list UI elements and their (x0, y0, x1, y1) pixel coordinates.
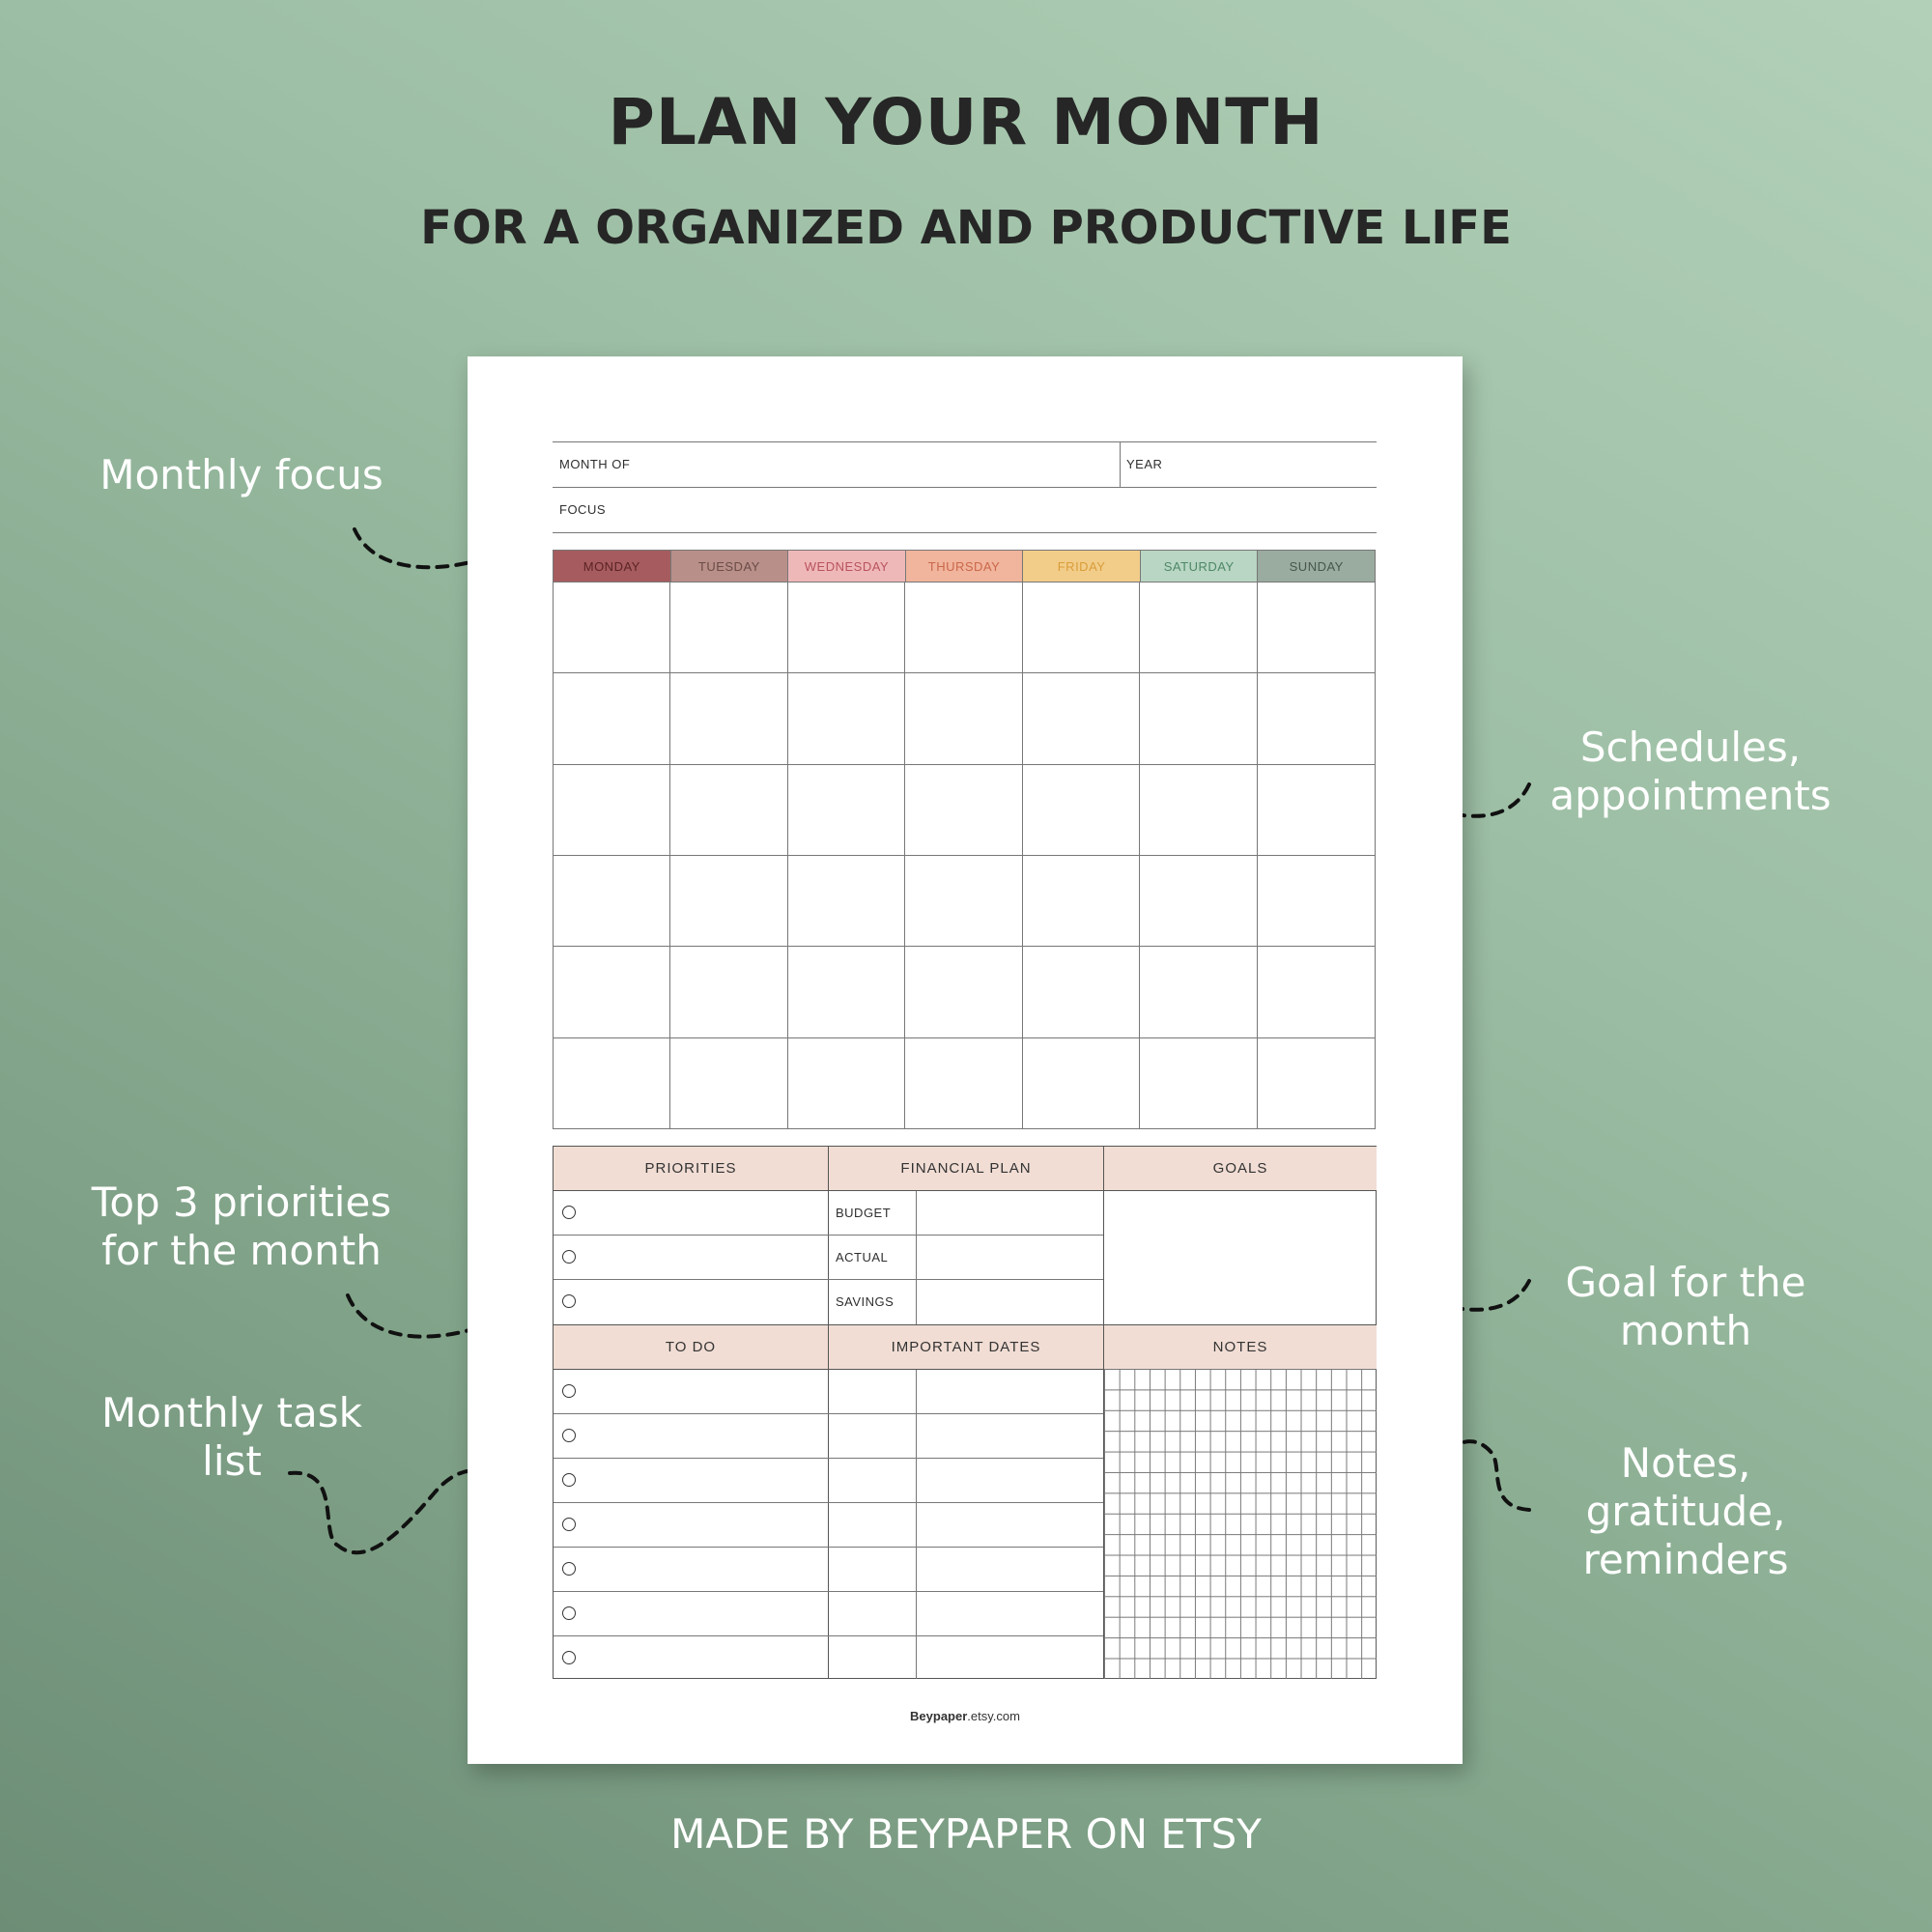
weekday-monday: MONDAY (554, 551, 671, 582)
checkbox-circle[interactable] (562, 1384, 576, 1398)
weekday-saturday: SATURDAY (1141, 551, 1259, 582)
weekday-tuesday: TUESDAY (671, 551, 789, 582)
goals-header: GOALS (1104, 1147, 1377, 1190)
calendar-day-cell[interactable] (1258, 765, 1375, 856)
calendar-day-cell[interactable] (1140, 673, 1257, 764)
planner-page (468, 356, 1463, 1764)
calendar-day-cell[interactable] (905, 856, 1022, 947)
calendar-day-cell[interactable] (788, 947, 905, 1037)
divider (553, 487, 1377, 488)
financial-plan-header: FINANCIAL PLAN (829, 1147, 1103, 1190)
calendar-day-cell[interactable] (554, 673, 670, 764)
calendar-day-cell[interactable] (554, 582, 670, 673)
page-title: PLAN YOUR MONTH (608, 85, 1324, 159)
calendar-day-cell[interactable] (670, 673, 787, 764)
calendar-day-cell[interactable] (1140, 856, 1257, 947)
divider (554, 1591, 1103, 1592)
calendar-day-cell[interactable] (1023, 582, 1140, 673)
divider (554, 1279, 1103, 1280)
priorities-header: PRIORITIES (554, 1147, 828, 1190)
divider (554, 1324, 1377, 1325)
calendar-day-cell[interactable] (1140, 582, 1257, 673)
calendar-day-cell[interactable] (670, 856, 787, 947)
calendar-day-cell[interactable] (1258, 947, 1375, 1037)
calendar-day-cell[interactable] (1023, 673, 1140, 764)
divider (916, 1190, 917, 1324)
calendar-day-cell[interactable] (1258, 582, 1375, 673)
divider (554, 1190, 1377, 1191)
calendar-day-cell[interactable] (788, 856, 905, 947)
callout-monthly-focus (97, 451, 386, 499)
checkbox-circle[interactable] (562, 1294, 576, 1308)
calendar-day-cell[interactable] (1258, 856, 1375, 947)
calendar-day-cell[interactable] (1023, 765, 1140, 856)
calendar-day-cell[interactable] (1023, 856, 1140, 947)
callout-text: Notes, (1620, 1439, 1751, 1487)
calendar-day-cell[interactable] (670, 947, 787, 1037)
calendar-day-cell[interactable] (670, 765, 787, 856)
calendar-day-cell[interactable] (1023, 1038, 1140, 1129)
checkbox-circle[interactable] (562, 1562, 576, 1576)
footer-credit: MADE BY BEYPAPER ON ETSY (670, 1810, 1262, 1858)
divider (553, 441, 1377, 442)
calendar-day-cell[interactable] (554, 1038, 670, 1129)
todo-header: TO DO (554, 1325, 828, 1369)
notes-grid (1104, 1369, 1377, 1679)
focus-label: FOCUS (559, 502, 606, 517)
weekday-friday: FRIDAY (1023, 551, 1141, 582)
calendar-day-cell[interactable] (905, 673, 1022, 764)
weekday-sunday: SUNDAY (1258, 551, 1375, 582)
checkbox-circle[interactable] (562, 1473, 576, 1487)
monthly-calendar (553, 550, 1376, 1129)
callout-text: for the month (101, 1227, 382, 1274)
calendar-day-cell[interactable] (554, 947, 670, 1037)
callout-text: Top 3 priorities (91, 1179, 392, 1226)
checkbox-circle[interactable] (562, 1250, 576, 1264)
calendar-day-cell[interactable] (905, 1038, 1022, 1129)
calendar-day-cell[interactable] (905, 582, 1022, 673)
divider (1120, 441, 1121, 487)
divider (554, 1547, 1103, 1548)
callout-text: gratitude, (1585, 1488, 1786, 1535)
important-dates-header: IMPORTANT DATES (829, 1325, 1103, 1369)
checkbox-circle[interactable] (562, 1206, 576, 1219)
callout-task-list (87, 1389, 377, 1486)
planning-sections (553, 1146, 1377, 1679)
callout-text: Monthly focus (99, 451, 384, 498)
callout-text: Goal for the (1565, 1259, 1806, 1306)
calendar-day-cell[interactable] (1140, 1038, 1257, 1129)
calendar-day-cell[interactable] (554, 765, 670, 856)
callout-text: Monthly task (101, 1389, 362, 1436)
calendar-day-cell[interactable] (788, 1038, 905, 1129)
calendar-day-cell[interactable] (905, 765, 1022, 856)
weekday-wednesday: WEDNESDAY (788, 551, 906, 582)
brand-domain: .etsy.com (967, 1709, 1020, 1723)
month-of-label: MONTH OF (559, 457, 631, 471)
calendar-day-cell[interactable] (905, 947, 1022, 1037)
calendar-day-cell[interactable] (1023, 947, 1140, 1037)
calendar-day-cell[interactable] (788, 582, 905, 673)
callout-text: month (1619, 1307, 1752, 1354)
callout-text: list (202, 1437, 262, 1485)
divider (554, 1413, 1103, 1414)
divider (553, 532, 1377, 533)
divider (554, 1635, 1103, 1636)
checkbox-circle[interactable] (562, 1606, 576, 1620)
page-subtitle: FOR A ORGANIZED AND PRODUCTIVE LIFE (420, 201, 1512, 255)
callout-goal (1536, 1259, 1835, 1355)
calendar-day-cell[interactable] (670, 1038, 787, 1129)
notes-header: NOTES (1104, 1325, 1377, 1369)
calendar-grid (554, 582, 1375, 1129)
divider (554, 1502, 1103, 1503)
savings-label: SAVINGS (836, 1294, 895, 1309)
calendar-day-cell[interactable] (1140, 947, 1257, 1037)
callout-priorities (77, 1179, 406, 1275)
weekday-thursday: THURSDAY (906, 551, 1024, 582)
calendar-day-cell[interactable] (1258, 1038, 1375, 1129)
callout-schedules (1536, 724, 1845, 820)
divider (554, 1235, 1103, 1236)
calendar-day-cell[interactable] (1258, 673, 1375, 764)
divider (554, 1458, 1103, 1459)
weekday-header (554, 551, 1375, 582)
callout-text: appointments (1549, 772, 1832, 819)
checkbox-circle[interactable] (562, 1429, 576, 1442)
calendar-day-cell[interactable] (1140, 765, 1257, 856)
checkbox-circle[interactable] (562, 1651, 576, 1664)
year-label: YEAR (1126, 457, 1163, 471)
calendar-day-cell[interactable] (554, 856, 670, 947)
callout-text: Schedules, (1579, 724, 1802, 771)
divider (916, 1369, 917, 1679)
brand-url (468, 1709, 1463, 1723)
checkbox-circle[interactable] (562, 1518, 576, 1531)
callout-notes (1536, 1439, 1835, 1584)
calendar-day-cell[interactable] (670, 582, 787, 673)
brand-name: Beypaper (910, 1709, 968, 1723)
calendar-day-cell[interactable] (788, 765, 905, 856)
budget-label: BUDGET (836, 1206, 892, 1220)
callout-text: reminders (1582, 1536, 1789, 1583)
actual-label: ACTUAL (836, 1250, 889, 1264)
calendar-day-cell[interactable] (788, 673, 905, 764)
